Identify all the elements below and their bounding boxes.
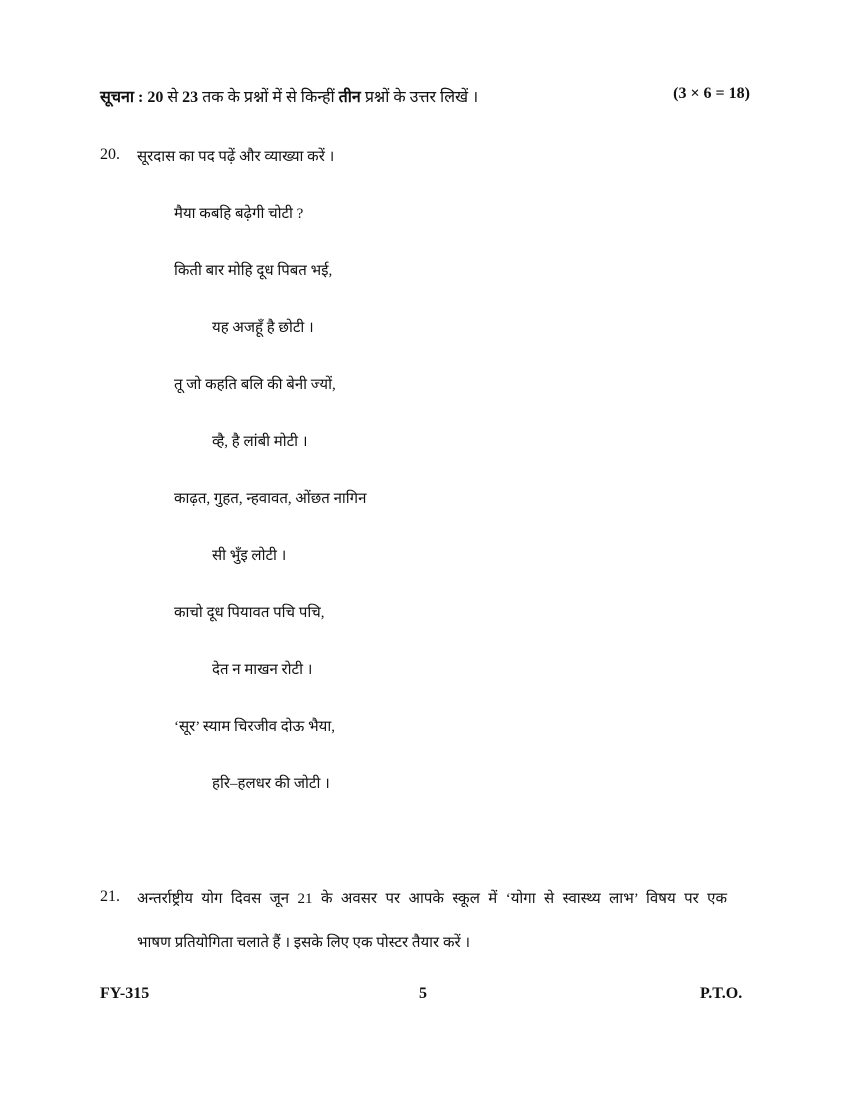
please-turn-over: P.T.O. — [700, 985, 743, 1002]
question-number: 21. — [100, 888, 120, 905]
poem-line: काचो दूध पियावत पचि पचि, — [174, 605, 325, 621]
poem-line: तू जो कहति बलि की बेनी ज्यों, — [174, 377, 336, 393]
question-text-line-1: अन्तर्राष्ट्रीय योग दिवस जून 21 के अवसर पर आपके स्कूल में ‘योगा से स्वास्थ्य लाभ’ विषय पर एक — [137, 891, 727, 907]
poem-line: मैया कबहि बढ़ेगी चोटी ? — [174, 206, 304, 222]
question-number: 20. — [100, 146, 120, 163]
poem-line: देत न माखन रोटी । — [212, 662, 313, 678]
question-text-line-2: भाषण प्रतियोगिता चलाते हैं । इसके लिए एक पोस्टर तैयार करें । — [137, 935, 471, 951]
instruction-range-end: 23 — [182, 89, 199, 106]
instruction-text-3: प्रश्नों के उत्तर लिखें । — [364, 89, 479, 106]
marks-allocation: (3 × 6 = 18) — [673, 85, 750, 102]
paper-code: FY-315 — [100, 985, 150, 1002]
instruction-line — [100, 85, 750, 107]
poem-line: हरि–हलधर की जोटी । — [212, 776, 330, 792]
instruction-range-start: 20 — [147, 89, 164, 106]
poem-line: सी भुँइ लोटी । — [212, 548, 287, 564]
poem-line: ‘सूर’ स्याम चिरजीव दोऊ भैया, — [174, 719, 335, 735]
question-text: सूरदास का पद पढ़ें और व्याख्या करें । — [137, 149, 335, 165]
poem-line: व्है, है लांबी मोटी । — [212, 434, 308, 450]
instruction-label: सूचना : — [100, 89, 144, 106]
poem-line: यह अजहूँ है छोटी । — [212, 320, 314, 336]
poem-line: काढ़त, गुहत, न्हवावत, ओंछत नागिन — [174, 491, 367, 507]
instruction-text-2: तक के प्रश्नों में से किन्हीं — [202, 89, 335, 106]
instruction-text-1: से — [167, 89, 179, 106]
page-number: 5 — [419, 985, 427, 1002]
instruction-count: तीन — [338, 89, 361, 106]
poem-line: किती बार मोहि दूध पिबत भई, — [174, 263, 333, 279]
